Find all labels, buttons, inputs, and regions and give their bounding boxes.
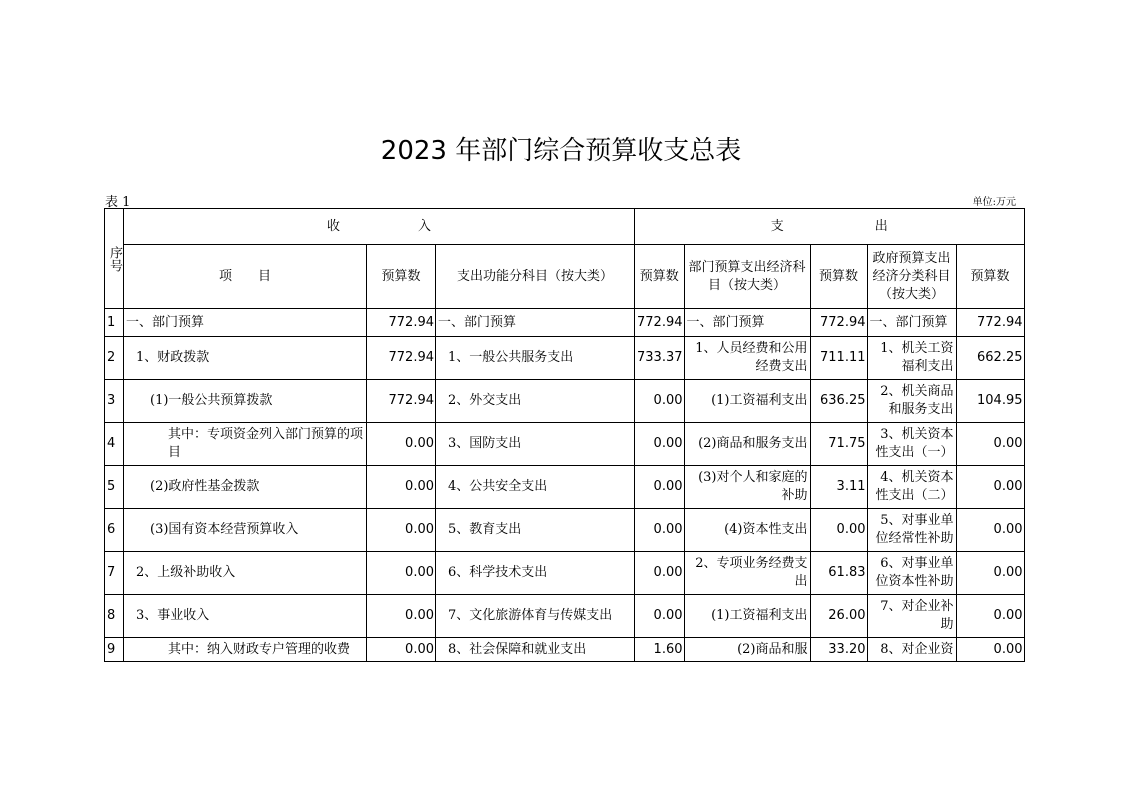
row-item: (2)政府性基金拨款	[124, 466, 367, 509]
table-row	[105, 309, 1025, 337]
row-dept-amount: 636.25	[810, 380, 867, 423]
row-func-amount: 0.00	[635, 595, 685, 638]
row-gov-econ: 8、对企业资	[867, 638, 956, 662]
row-item: (1)一般公共预算拨款	[124, 380, 367, 423]
row-gov-amount: 0.00	[956, 466, 1024, 509]
row-seq: 7	[105, 552, 124, 595]
row-item: 3、事业收入	[124, 595, 367, 638]
row-gov-amount: 0.00	[956, 638, 1024, 662]
header-income: 收 入	[124, 209, 635, 245]
row-func-subject: 4、公共安全支出	[436, 466, 635, 509]
row-gov-econ: 3、机关资本性支出（一）	[867, 423, 956, 466]
header-seq: 序号	[105, 209, 124, 309]
header-budget-income: 预算数	[367, 245, 436, 309]
row-item: 1、财政拨款	[124, 337, 367, 380]
header-gov-econ: 政府预算支出经济分类科目（按大类）	[867, 245, 956, 309]
row-item: 其中：专项资金列入部门预算的项目	[124, 423, 367, 466]
row-func-subject: 8、社会保障和就业支出	[436, 638, 635, 662]
row-seq: 9	[105, 638, 124, 662]
row-func-amount: 772.94	[635, 309, 685, 337]
row-item: 一、部门预算	[124, 309, 367, 337]
header-expense: 支 出	[635, 209, 1025, 245]
table-row	[105, 595, 1025, 638]
row-func-amount: 1.60	[635, 638, 685, 662]
row-seq: 8	[105, 595, 124, 638]
row-gov-amount: 772.94	[956, 309, 1024, 337]
row-seq: 6	[105, 509, 124, 552]
row-dept-econ: (1)工资福利支出	[684, 380, 810, 423]
row-dept-econ: (2)商品和服	[684, 638, 810, 662]
row-item-amount: 772.94	[367, 309, 436, 337]
row-dept-econ: (1)工资福利支出	[684, 595, 810, 638]
row-dept-amount: 711.11	[810, 337, 867, 380]
row-dept-econ: (3)对个人和家庭的补助	[684, 466, 810, 509]
page-title: 2023 年部门综合预算收支总表	[380, 136, 742, 166]
row-gov-amount: 0.00	[956, 509, 1024, 552]
row-func-amount: 0.00	[635, 552, 685, 595]
row-item: 其中：纳入财政专户管理的收费	[124, 638, 367, 662]
row-gov-econ: 7、对企业补助	[867, 595, 956, 638]
table-row	[105, 466, 1025, 509]
row-seq: 3	[105, 380, 124, 423]
row-func-subject: 6、科学技术支出	[436, 552, 635, 595]
row-func-amount: 0.00	[635, 466, 685, 509]
row-dept-econ: 一、部门预算	[684, 309, 810, 337]
row-func-amount: 0.00	[635, 423, 685, 466]
row-func-amount: 733.37	[635, 337, 685, 380]
unit-label: 单位:万元	[972, 197, 1016, 208]
row-item: (3)国有资本经营预算收入	[124, 509, 367, 552]
budget-summary-table	[104, 208, 1025, 662]
row-item-amount: 0.00	[367, 638, 436, 662]
row-dept-amount: 33.20	[810, 638, 867, 662]
row-func-subject: 5、教育支出	[436, 509, 635, 552]
row-item-amount: 0.00	[367, 595, 436, 638]
row-dept-econ: (4)资本性支出	[684, 509, 810, 552]
row-gov-amount: 0.00	[956, 423, 1024, 466]
row-gov-econ: 5、对事业单位经常性补助	[867, 509, 956, 552]
row-dept-econ: (2)商品和服务支出	[684, 423, 810, 466]
table-number: 表 1	[105, 195, 131, 210]
row-dept-amount: 3.11	[810, 466, 867, 509]
row-seq: 4	[105, 423, 124, 466]
row-dept-amount: 71.75	[810, 423, 867, 466]
row-dept-amount: 61.83	[810, 552, 867, 595]
header-dept-econ: 部门预算支出经济科目（按大类）	[684, 245, 810, 309]
row-func-amount: 0.00	[635, 509, 685, 552]
row-dept-amount: 26.00	[810, 595, 867, 638]
row-gov-amount: 0.00	[956, 595, 1024, 638]
header-budget-dept: 预算数	[810, 245, 867, 309]
row-item-amount: 772.94	[367, 337, 436, 380]
row-seq: 1	[105, 309, 124, 337]
row-func-subject: 7、文化旅游体育与传媒支出	[436, 595, 635, 638]
header-budget-gov: 预算数	[956, 245, 1024, 309]
row-seq: 2	[105, 337, 124, 380]
table-row	[105, 337, 1025, 380]
header-budget-func: 预算数	[635, 245, 685, 309]
row-item-amount: 0.00	[367, 466, 436, 509]
row-item-amount: 0.00	[367, 509, 436, 552]
row-gov-amount: 0.00	[956, 552, 1024, 595]
row-func-amount: 0.00	[635, 380, 685, 423]
table-body	[105, 309, 1025, 662]
row-func-subject: 1、一般公共服务支出	[436, 337, 635, 380]
table-row	[105, 552, 1025, 595]
row-item-amount: 772.94	[367, 380, 436, 423]
row-dept-econ: 2、专项业务经费支出	[684, 552, 810, 595]
row-item-amount: 0.00	[367, 552, 436, 595]
row-func-subject: 3、国防支出	[436, 423, 635, 466]
row-gov-econ: 一、部门预算	[867, 309, 956, 337]
row-gov-econ: 1、机关工资福利支出	[867, 337, 956, 380]
table-row	[105, 638, 1025, 662]
row-func-subject: 一、部门预算	[436, 309, 635, 337]
row-func-subject: 2、外交支出	[436, 380, 635, 423]
row-gov-amount: 662.25	[956, 337, 1024, 380]
row-gov-econ: 4、机关资本性支出（二）	[867, 466, 956, 509]
table-row	[105, 509, 1025, 552]
row-item-amount: 0.00	[367, 423, 436, 466]
table-row	[105, 380, 1025, 423]
row-gov-econ: 6、对事业单位资本性补助	[867, 552, 956, 595]
row-dept-amount: 0.00	[810, 509, 867, 552]
row-seq: 5	[105, 466, 124, 509]
header-func-subject: 支出功能分科目（按大类）	[436, 245, 635, 309]
row-dept-amount: 772.94	[810, 309, 867, 337]
header-item: 项 目	[124, 245, 367, 309]
row-gov-amount: 104.95	[956, 380, 1024, 423]
row-dept-econ: 1、人员经费和公用经费支出	[684, 337, 810, 380]
row-gov-econ: 2、机关商品和服务支出	[867, 380, 956, 423]
row-item: 2、上级补助收入	[124, 552, 367, 595]
table-row	[105, 423, 1025, 466]
